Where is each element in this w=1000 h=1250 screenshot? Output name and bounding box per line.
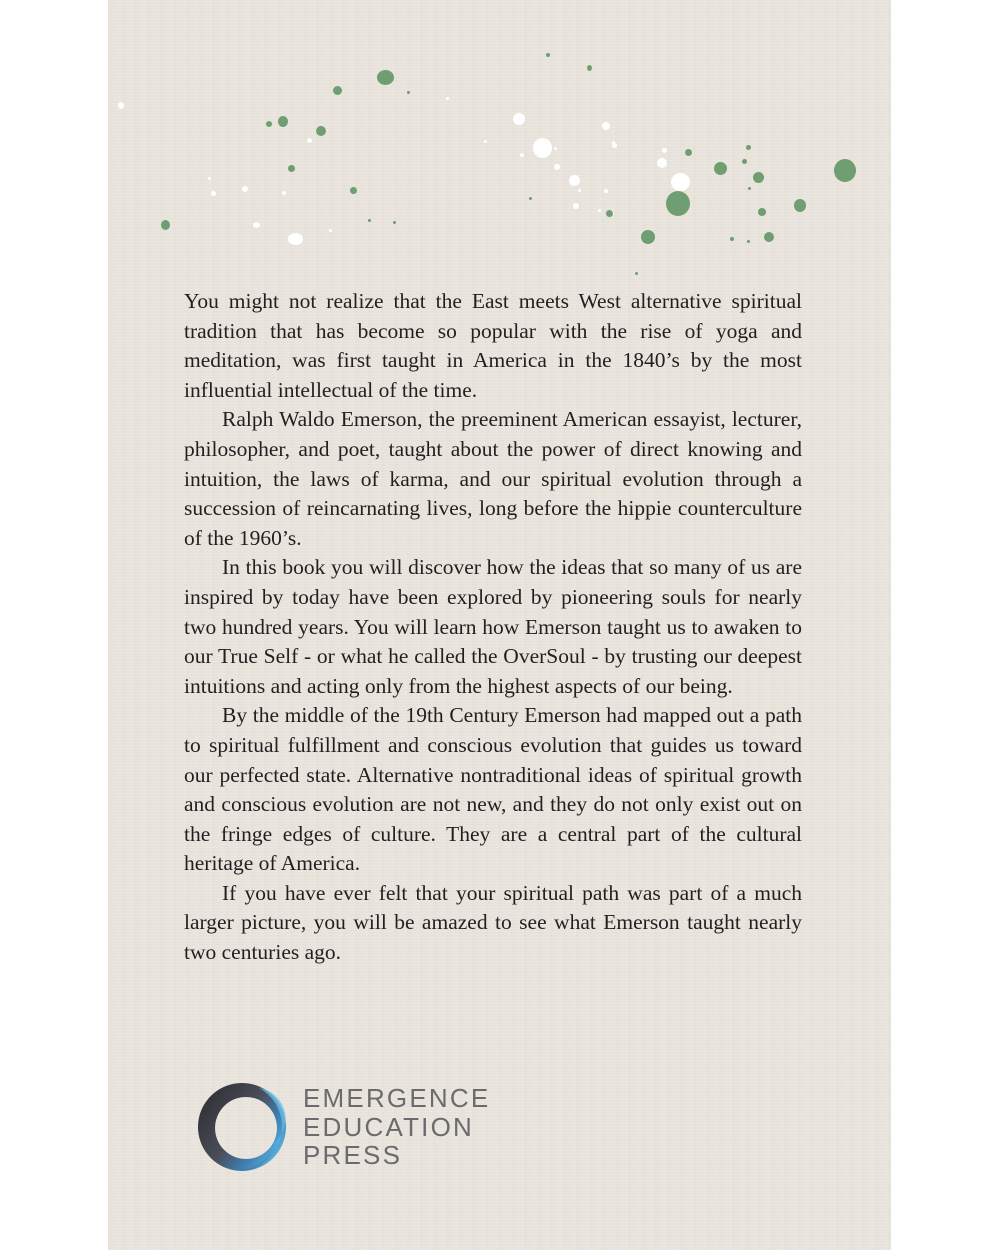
- blurb-paragraph-2: Ralph Waldo Emerson, the preeminent American essayist, lecturer, philosopher, and poet, taught about the power of direct knowing and intuition, the laws of karma, and our spiritual evolution through a succession of reincarnating lives, long before the hippie counterculture of the 1960’s.: [184, 407, 802, 550]
- publisher-name: [303, 1084, 490, 1170]
- blurb-paragraph-5: If you have ever felt that your spiritual path was part of a much larger picture, you will be amazed to see what Emerson taught nearly two centuries ago.: [184, 880, 802, 965]
- blurb-paragraph-4: By the middle of the 19th Century Emerson had mapped out a path to spiritual fulfillment and conscious evolution that guides us toward our perfected state. Alternative nontraditional ideas of spiritual growth and conscious evolution are not new, and they do not only exist out on the fringe edges of culture. They are a central part of the cultural heritage of America.: [184, 703, 802, 876]
- blurb-paragraph-3: In this book you will discover how the ideas that so many of us are inspired by today have been explored by pioneering souls for nearly two hundred years. You will learn how Emerson taught us to awaken to our True Self - or what he called the OverSoul - by trusting our deepest intuitions and acting only from the highest aspects of our being.: [184, 555, 802, 698]
- publisher-name-line-3: PRESS: [303, 1140, 403, 1170]
- cover-blurb: [184, 287, 802, 968]
- blurb-paragraph-1: You might not realize that the East meets West alternative spiritual tradition that has become so popular with the rise of yoga and meditation, was first taught in America in the 1840’s by the most influential intellectual of the time.: [184, 289, 802, 402]
- ring-logo-icon: [197, 1082, 287, 1172]
- publisher-logo: [197, 1082, 497, 1174]
- publisher-name-line-1: EMERGENCE: [303, 1083, 491, 1113]
- publisher-name-line-2: EDUCATION: [303, 1111, 474, 1142]
